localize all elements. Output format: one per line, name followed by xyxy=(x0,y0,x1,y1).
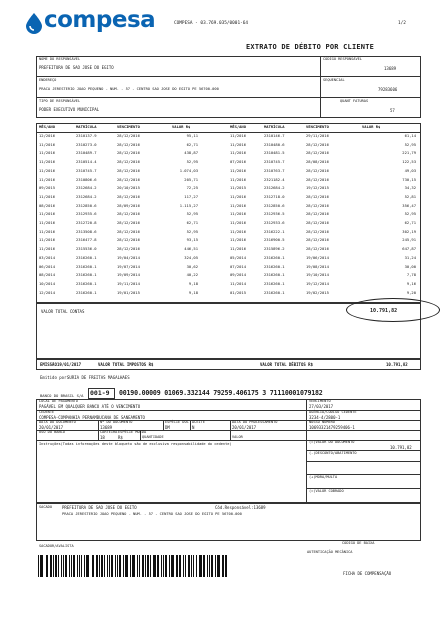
valor-doc-label: (=)VALOR DO DOCUMENTO xyxy=(309,440,355,444)
table-cell: 28/12/2016 xyxy=(306,228,329,234)
table-cell: 28/12/2016 xyxy=(117,141,140,147)
endereco-label: ENDEREÇO xyxy=(39,78,57,82)
codigo-label: CÓDIGO RESPONSÁVEL xyxy=(323,57,362,61)
table-cell: 95,11 xyxy=(186,133,198,138)
especie-doc-value: DM xyxy=(165,425,170,430)
table-row xyxy=(36,143,421,149)
table-cell: 2310146.7 xyxy=(264,133,285,138)
table-cell: 11/2016 xyxy=(230,167,247,173)
table-cell: 28/12/2016 xyxy=(306,150,329,156)
table-cell: 2310763.7 xyxy=(264,167,285,173)
table-cell: 29/11/2016 xyxy=(306,133,329,138)
table-cell: 324,05 xyxy=(184,254,198,260)
quant-value: 57 xyxy=(390,108,395,113)
table-cell: 52,95 xyxy=(186,228,198,234)
table-cell: 205,71 xyxy=(184,176,198,182)
table-cell: 7,78 xyxy=(406,272,416,278)
table-cell: 2316260.1 xyxy=(264,280,285,286)
autenticacao-label: AUTENTICAÇÃO MECÂNICA xyxy=(307,550,353,554)
col-valor-2: VALOR R$ xyxy=(362,124,381,129)
table-cell: 2310481.5 xyxy=(264,150,285,156)
sacador-label: SACADOR/AVALISTA xyxy=(39,544,74,548)
carteira-label: CARTEIRA xyxy=(100,430,118,434)
table-cell: 31,24 xyxy=(404,254,416,260)
handwritten-circle xyxy=(346,298,440,322)
table-row xyxy=(36,160,421,166)
table-cell: 11/2016 xyxy=(39,167,56,173)
page-number: 1/2 xyxy=(398,21,406,26)
table-cell: 28/12/2016 xyxy=(306,202,329,208)
table-cell: 30,00 xyxy=(404,263,416,269)
instrucoes-text: Instruções(Todas informações deste bloqueto são de exclusiva responsabilidade do cedente) xyxy=(39,442,232,446)
table-cell: 28/12/2016 xyxy=(117,211,140,217)
table-cell: 20/10/2015 xyxy=(117,185,140,191)
emission-box xyxy=(36,359,421,370)
num-doc-value: 13689 xyxy=(100,425,113,430)
table-cell: 28/12/2016 xyxy=(306,167,329,173)
table-cell: 61,14 xyxy=(404,133,416,138)
aceite-label: ACEITE xyxy=(192,420,205,424)
table-cell: 11/2016 xyxy=(39,228,56,234)
table-cell: 730,15 xyxy=(402,176,416,182)
data-doc-value: 20/01/2017 xyxy=(39,425,64,430)
table-cell: 06/2014 xyxy=(39,263,56,269)
table-cell: 28/12/2016 xyxy=(117,176,140,182)
table-cell: 2310514.4 xyxy=(76,159,97,165)
table-cell: 2316260.1 xyxy=(76,289,97,295)
table-cell: 11/2016 xyxy=(39,159,56,165)
table-cell: 28/12/2016 xyxy=(117,150,140,156)
table-cell: 2312684.2 xyxy=(76,185,97,191)
table-cell: 62,71 xyxy=(404,220,416,225)
table-cell: 9,18 xyxy=(188,280,198,286)
table-cell: 34,32 xyxy=(404,185,416,191)
mora-label: (+)MORA/MULTA xyxy=(309,475,338,479)
table-cell: 122,53 xyxy=(402,159,416,165)
table-row xyxy=(36,195,421,201)
table-cell: 2316260.1 xyxy=(264,272,285,278)
barcode xyxy=(38,555,230,577)
uso-banco-label: USO DO BANCO xyxy=(39,430,65,434)
col-mes-ano-2: MÊS/ANO xyxy=(230,124,247,129)
table-cell: 2316260.1 xyxy=(76,272,97,278)
table-cell: 28/12/2016 xyxy=(117,193,140,199)
table-cell: 11/2016 xyxy=(39,211,56,217)
table-row xyxy=(36,186,421,192)
sacado-nome: PREFEITURA DE SAO JOSE DO EGITO xyxy=(62,505,137,510)
table-cell: 2310480.6 xyxy=(264,141,285,147)
table-cell: 2310137.9 xyxy=(76,133,97,138)
table-cell: 28/12/2016 xyxy=(117,133,140,138)
debitos-label: VALOR TOTAL DÉBITOS R$ xyxy=(260,362,313,367)
nosso-label: NOSSO NÚMERO xyxy=(309,420,335,424)
table-cell: 2310273.0 xyxy=(76,141,97,147)
table-cell: 2312935.6 xyxy=(76,211,97,217)
quantidade-label: QUANTIDADE xyxy=(142,435,164,439)
local-label: LOCAL DE PAGAMENTO xyxy=(39,399,78,403)
company-logo xyxy=(24,7,156,36)
table-row xyxy=(36,230,421,236)
table-cell: 2312684.2 xyxy=(264,185,285,191)
table-cell: 2312933.6 xyxy=(264,220,285,225)
table-cell: 28/09/2016 xyxy=(117,202,140,208)
table-cell: 05/2014 xyxy=(230,254,247,260)
table-cell: 52,95 xyxy=(404,141,416,147)
table-cell: 62,71 xyxy=(186,141,198,147)
venc-value: 27/03/2017 xyxy=(309,404,334,409)
table-cell: 10/2014 xyxy=(39,280,56,286)
company-name: compesa xyxy=(44,7,156,33)
table-cell: 11/2016 xyxy=(230,228,247,234)
table-cell: 2316222.1 xyxy=(264,228,285,234)
table-cell: 647,87 xyxy=(402,246,416,252)
table-cell: 93,15 xyxy=(186,237,198,243)
debitos-value: 10.791,82 xyxy=(386,362,408,367)
table-row xyxy=(36,291,421,297)
sacado-label: SACADO xyxy=(39,505,52,509)
sacado-endereco: PRACA JERESTERIO JOAO PEQUENO - NUM. - 57 - CENTRO SAO JOSE DO EGITO PE 56700-000 xyxy=(62,512,242,516)
table-cell: 2312718.0 xyxy=(264,193,285,199)
table-cell: 19/09/2014 xyxy=(117,272,140,278)
table-row xyxy=(36,265,421,271)
table-cell: 2312850.6 xyxy=(76,202,97,208)
table-row xyxy=(36,238,421,244)
table-cell: 356,47 xyxy=(402,202,416,208)
table-cell: 2321182.4 xyxy=(264,176,285,182)
table-cell: 11/2016 xyxy=(39,176,56,182)
table-cell: 40,22 xyxy=(186,272,198,278)
table-row xyxy=(36,204,421,210)
company-cnpj: COMPESA - 03.769.035/0001-64 xyxy=(174,21,249,26)
table-cell: 28/12/2016 xyxy=(306,141,329,147)
table-cell: 2316260.1 xyxy=(264,289,285,295)
table-cell: 117,27 xyxy=(184,193,198,199)
table-cell: 2310489.7 xyxy=(76,150,97,156)
table-cell: 19/08/2014 xyxy=(306,263,329,269)
table-row xyxy=(36,212,421,218)
table-cell: 28/12/2016 xyxy=(306,193,329,199)
water-drop-icon xyxy=(24,12,44,34)
tipo-label: TIPO DE RESPONSÁVEL xyxy=(39,99,81,103)
table-cell: 12/2016 xyxy=(39,133,56,138)
table-cell: 19/02/2015 xyxy=(306,289,329,295)
bank-code: 001-9 xyxy=(90,389,110,397)
aceite-value: N xyxy=(192,425,195,430)
document-title: EXTRATO DE DÉBITO POR CLIENTE xyxy=(246,43,375,51)
table-cell: 11/2016 xyxy=(230,220,247,225)
table-cell: 09/2015 xyxy=(39,185,56,191)
table-cell: 11/2016 xyxy=(39,246,56,252)
emitido-value: SURIA DE FREITAS MAGALHAES xyxy=(67,375,130,380)
nosso-value: 10693321479259406-1 xyxy=(309,425,355,430)
table-cell: 302,19 xyxy=(402,228,416,234)
table-cell: 2316900.5 xyxy=(264,237,285,243)
table-row xyxy=(36,256,421,262)
table-cell: 19/04/2014 xyxy=(117,254,140,260)
table-cell: 1.074,03 xyxy=(179,167,198,173)
valor-label: VALOR xyxy=(232,435,243,439)
table-cell: 28/12/2016 xyxy=(306,237,329,243)
table-cell: 07/2016 xyxy=(230,159,247,165)
table-cell: 19/12/2015 xyxy=(306,185,329,191)
table-cell: 11/2016 xyxy=(39,193,56,199)
table-cell: 11/2016 xyxy=(39,220,56,225)
especie-value: R$ xyxy=(118,435,123,440)
table-cell: 2315896.2 xyxy=(264,246,285,252)
sequencial-value: 79283606 xyxy=(378,87,398,92)
impostos-label: VALOR TOTAL IMPOSTOS R$ xyxy=(98,362,154,367)
col-mes-ano-1: MÊS/ANO xyxy=(39,124,56,129)
table-cell: 2312684.2 xyxy=(76,193,97,199)
agencia-value: 3234-4/2800-1 xyxy=(309,415,341,420)
table-cell: 28/12/2016 xyxy=(306,176,329,182)
table-cell: 19/06/2014 xyxy=(306,254,329,260)
table-cell: 2313508.6 xyxy=(76,228,97,234)
table-cell: 2316477.8 xyxy=(76,237,97,243)
tipo-value: PODER EXECUTIVO MUNICIPAL xyxy=(39,107,100,112)
table-cell: 9,16 xyxy=(406,280,416,286)
table-cell: 01/2015 xyxy=(230,289,247,295)
table-cell: 09/2014 xyxy=(230,272,247,278)
data-doc-label: DATA DO DOCUMENTO xyxy=(39,420,76,424)
table-cell: 11/2016 xyxy=(230,211,247,217)
table-row xyxy=(36,273,421,279)
total-contas-value: 10.791,82 xyxy=(370,308,398,314)
table-cell: 07/2014 xyxy=(230,263,247,269)
table-row xyxy=(36,134,421,140)
especie-doc-label: ESPÉCIE DOC xyxy=(165,420,189,424)
table-cell: 49,03 xyxy=(404,167,416,173)
table-row xyxy=(36,178,421,184)
table-cell: 28/12/2016 xyxy=(117,246,140,252)
table-row xyxy=(36,221,421,227)
table-cell: 11/2016 xyxy=(230,237,247,243)
table-cell: 19/12/2014 xyxy=(306,280,329,286)
table-cell: 72,25 xyxy=(186,185,198,191)
table-cell: 9,18 xyxy=(188,289,198,295)
col-matricula-2: MATRÍCULA xyxy=(264,124,285,129)
table-cell: 08/2016 xyxy=(39,202,56,208)
table-row xyxy=(36,247,421,253)
table-cell: 11/2016 xyxy=(230,150,247,156)
local-value: PAGÁVEL EM QUALQUER BANCO ATÉ O VENCIMENTO xyxy=(39,404,141,409)
table-cell: 19/07/2014 xyxy=(117,263,140,269)
table-cell: 11/2016 xyxy=(39,150,56,156)
table-cell: 11/2016 xyxy=(230,246,247,252)
table-cell: 28/12/2016 xyxy=(117,220,140,225)
table-cell: 28/12/2016 xyxy=(117,237,140,243)
emissao-label: EMISSÃO xyxy=(40,362,57,367)
table-cell: 2312850.6 xyxy=(264,202,285,208)
table-cell: 11/2016 xyxy=(39,141,56,147)
num-doc-label: Nº DO DOCUMENTO xyxy=(100,420,133,424)
table-cell: 11/2016 xyxy=(230,141,247,147)
table-cell: 2316260.1 xyxy=(76,263,97,269)
data-proc-label: DATA DO PROCESSAMENTO xyxy=(232,420,278,424)
table-cell: 11/2016 xyxy=(39,237,56,243)
codigo-value: 13689 xyxy=(384,66,397,71)
table-cell: 11/2015 xyxy=(230,185,247,191)
table-cell: 2316260.1 xyxy=(264,254,285,260)
table-cell: 11/2016 xyxy=(230,176,247,182)
codigo-baixa-label: CÓDIGO DE BAIXA xyxy=(342,541,375,545)
table-cell: 11/2016 xyxy=(230,133,247,138)
table-cell: 2310806.6 xyxy=(76,176,97,182)
table-cell: 28/12/2016 xyxy=(306,220,329,225)
table-cell: 12/2014 xyxy=(39,289,56,295)
table-cell: 19/01/2015 xyxy=(117,289,140,295)
table-cell: 28/08/2016 xyxy=(306,159,329,165)
table-row xyxy=(36,282,421,288)
table-cell: 245,91 xyxy=(402,237,416,243)
table-cell: 9,20 xyxy=(406,289,416,295)
table-cell: 19/10/2014 xyxy=(306,272,329,278)
table-cell: 2310745.7 xyxy=(264,159,285,165)
table-cell: 11/2016 xyxy=(230,202,247,208)
table-cell: 28/12/2016 xyxy=(117,228,140,234)
valor-doc-value: 10.791,82 xyxy=(390,445,412,450)
table-cell: 28/12/2016 xyxy=(306,211,329,217)
col-valor-1: VALOR R$ xyxy=(172,124,191,129)
table-cell: 446,51 xyxy=(184,246,198,252)
table-cell: 62,71 xyxy=(186,220,198,225)
table-cell: 11/2016 xyxy=(230,193,247,199)
table-cell: 28/12/2016 xyxy=(117,159,140,165)
data-proc-value: 20/01/2017 xyxy=(232,425,257,430)
table-cell: 221,79 xyxy=(402,150,416,156)
table-cell: 08/2014 xyxy=(39,272,56,278)
table-cell: 1.115,27 xyxy=(179,202,198,208)
table-header xyxy=(36,125,421,132)
nome-value: PREFEITURA DE SAO JOSE DO EGITO xyxy=(39,65,114,70)
ficha-label: FICHA DE COMPENSAÇÃO xyxy=(343,571,392,576)
cedente-value: COMPESA-COMPANHIA PERNAMBUCANA DE SANEAMENTO xyxy=(39,415,145,420)
table-cell: 11/2014 xyxy=(230,280,247,286)
desconto-label: (-)DESCONTO/ABATIMENTO xyxy=(309,451,357,455)
table-cell: 52,95 xyxy=(186,211,198,217)
sequencial-label: SEQUENCIAL xyxy=(323,78,345,82)
table-row xyxy=(36,151,421,157)
emissao-value: 19/01/2017 xyxy=(57,362,82,367)
quant-label: QUANT FATURAS xyxy=(340,99,369,103)
linha-digitavel: 00190.00009 01069.332144 79259.406175 3 71110001079182 xyxy=(119,389,323,397)
table-cell: 52,81 xyxy=(404,193,416,199)
table-row xyxy=(36,169,421,175)
bank-name: BANCO DO BRASIL S/A xyxy=(40,393,84,398)
table-cell: 2316260.1 xyxy=(76,280,97,286)
carteira-value: 18 xyxy=(100,435,105,440)
venc-label: VENCIMENTO xyxy=(309,399,331,403)
table-cell: 2315536.0 xyxy=(76,246,97,252)
table-cell: 52,95 xyxy=(186,159,198,165)
endereco-value: PRACA JERESTERIO JOAO PEQUENO - NUM. - 57 - CENTRO SAO JOSE DO EGITO PE 56700-000 xyxy=(39,87,219,91)
table-cell: 2316260.1 xyxy=(264,263,285,269)
table-cell: 2310745.7 xyxy=(76,167,97,173)
table-cell: 52,95 xyxy=(404,211,416,217)
table-cell: 2312720.8 xyxy=(76,220,97,225)
table-cell: 438,87 xyxy=(184,150,198,156)
especie-label: ESPÉCIE MOEDA xyxy=(118,430,147,434)
col-matricula-1: MATRÍCULA xyxy=(76,124,97,129)
table-cell: 30,62 xyxy=(186,263,198,269)
agencia-label: AGÊNCIA/CÓDIGO CEDENTE xyxy=(309,410,357,414)
cedente-label: CEDENTE xyxy=(39,410,55,414)
table-cell: 28/12/2016 xyxy=(117,167,140,173)
table-cell: 28/12/2016 xyxy=(306,246,329,252)
emitido-label: Emitido por: xyxy=(40,375,69,380)
col-vencimento-2: VENCIMENTO xyxy=(306,124,329,129)
nome-label: NOME DO RESPONSÁVEL xyxy=(39,57,81,61)
table-cell: 2316260.1 xyxy=(76,254,97,260)
table-cell: 03/2014 xyxy=(39,254,56,260)
table-cell: 19/11/2014 xyxy=(117,280,140,286)
col-vencimento-1: VENCIMENTO xyxy=(117,124,140,129)
cobrado-label: (=)VALOR COBRADO xyxy=(309,489,344,493)
total-contas-label: VALOR TOTAL CONTAS xyxy=(41,309,85,314)
table-cell: 2312936.5 xyxy=(264,211,285,217)
sacado-codigo: Cód.Responsável:13689 xyxy=(215,505,266,510)
